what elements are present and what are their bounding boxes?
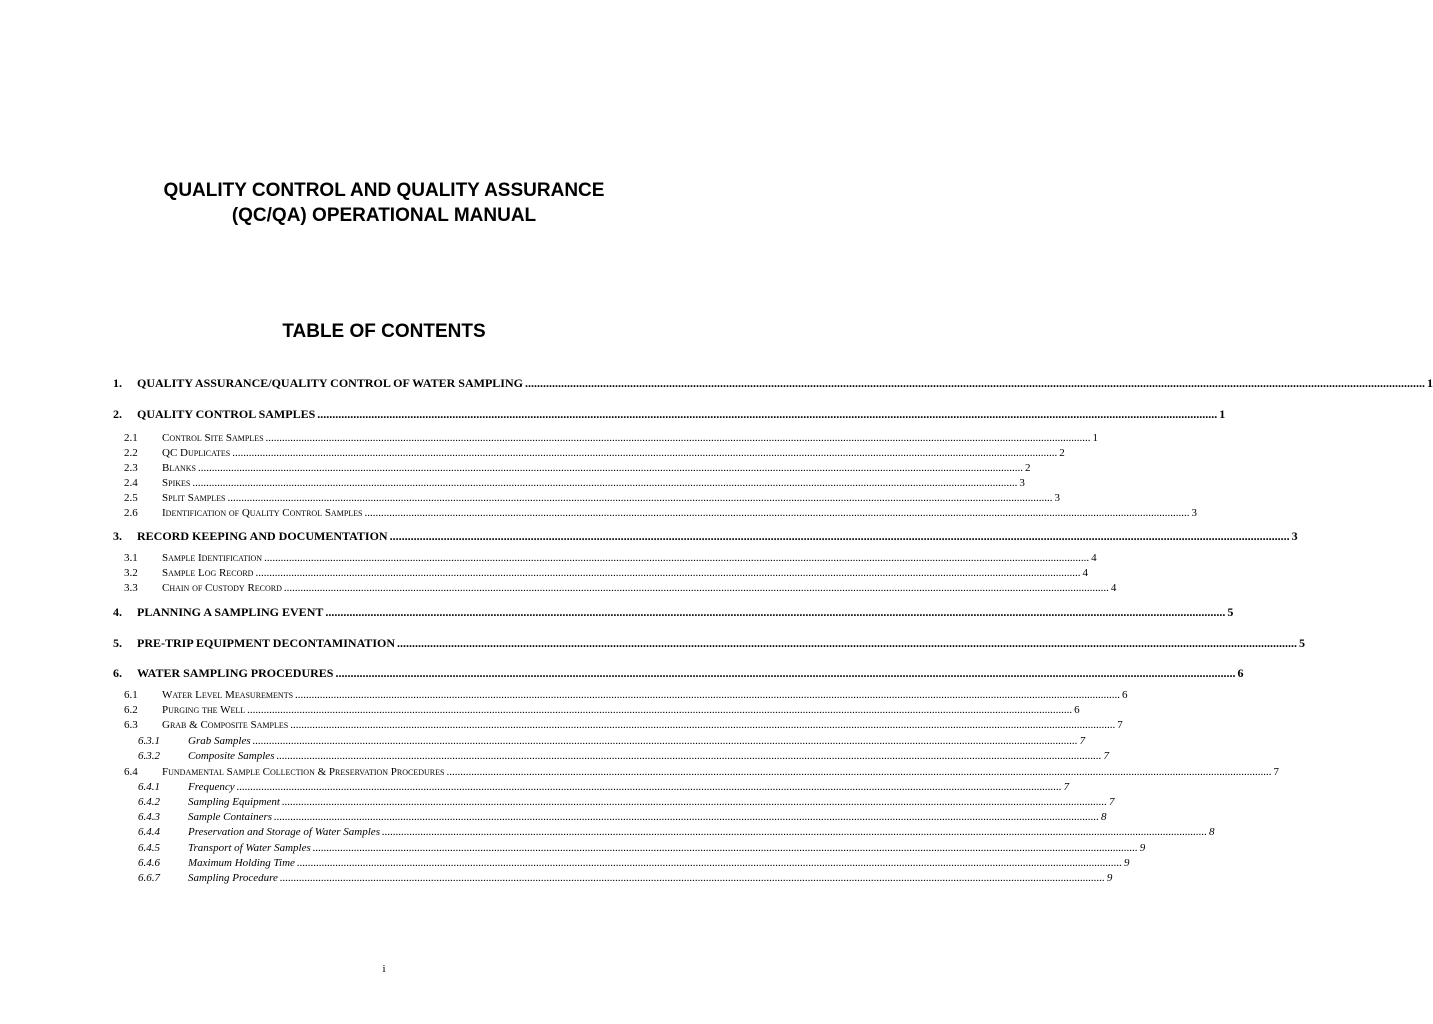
toc-entry-title: Transport of Water Samples	[188, 842, 311, 854]
toc-entry-number: 6.4.6	[138, 857, 160, 869]
toc-entry-3-2[interactable]	[124, 566, 1088, 581]
toc-entry-page: 7	[1103, 750, 1109, 762]
toc-entry-6-3-2[interactable]	[138, 749, 1109, 764]
toc-entry-title: RECORD KEEPING AND DOCUMENTATION	[137, 529, 388, 543]
toc-entry-number: 6.2	[124, 704, 138, 716]
toc-entry-title: PRE-TRIP EQUIPMENT DECONTAMINATION	[137, 636, 396, 650]
toc-entry-2-2[interactable]	[124, 446, 1065, 461]
toc-entry-page: 8	[1208, 826, 1215, 838]
toc-entry-number: 2.	[113, 407, 122, 421]
toc-entry-4[interactable]	[113, 604, 1234, 620]
toc-entry-number: 2.1	[124, 432, 138, 444]
dot-leader: ............................................................................................................................................................................................................................................................................................................	[264, 552, 1090, 564]
toc-entry-number: 6.3.2	[138, 750, 160, 762]
toc-entry-6-4-5[interactable]	[138, 841, 1146, 856]
toc-entry-2[interactable]	[113, 406, 1226, 422]
dot-leader: ............................................................................................................................................................................................................................................................................................................	[255, 567, 1081, 579]
toc-entry-number: 6.4.1	[138, 781, 160, 793]
toc-entry-number: 6.1	[124, 689, 138, 701]
toc-entry-title: Control Site Samples	[162, 432, 264, 444]
dot-leader: ............................................................................................................................................................................................................................................................................................................	[296, 857, 1122, 869]
toc-entry-title: Sampling Procedure	[188, 872, 278, 884]
toc-entry-number: 1.	[113, 376, 122, 390]
toc-entry-title: Purging the Well	[162, 704, 246, 716]
dot-leader: ............................................................................................................................................................................................................................................................................................................	[283, 582, 1109, 594]
dot-leader: ............................................................................................................................................................................................................................................................................................................	[279, 872, 1105, 884]
toc-entry-title: Fundamental Sample Collection & Preservation Procedures	[162, 766, 445, 778]
toc-entry-page: 1	[1092, 432, 1099, 444]
toc-heading: TABLE OF CONTENTS	[282, 321, 486, 342]
toc-entry-page: 9	[1123, 857, 1130, 869]
dot-leader: ............................................................................................................................................................................................................................................................................................................	[524, 376, 1425, 390]
toc-entry-page: 3	[1291, 529, 1298, 543]
toc-entry-6-4-4[interactable]	[138, 825, 1215, 840]
toc-entry-page: 2	[1025, 462, 1031, 474]
toc-entry-2-5[interactable]	[124, 491, 1060, 506]
toc-entry-6-6-7[interactable]	[138, 871, 1113, 886]
toc-entry-title: Composite Samples	[188, 750, 275, 762]
dot-leader: ............................................................................................................................................................................................................................................................................................................	[397, 636, 1298, 650]
toc-entry-page: 3	[1191, 507, 1197, 519]
dot-leader: ............................................................................................................................................................................................................................................................................................................	[364, 507, 1190, 519]
toc-entry-page: 7	[1063, 781, 1070, 793]
dot-leader: ............................................................................................................................................................................................................................................................................................................	[389, 529, 1290, 543]
toc-entry-page: 6	[1237, 666, 1244, 680]
toc-entry-page: 1	[1219, 407, 1226, 421]
toc-entry-number: 3.	[113, 529, 122, 543]
toc-entry-page: 6	[1122, 689, 1128, 701]
page-number: i	[382, 963, 386, 975]
toc-entry-number: 6.3.1	[138, 735, 160, 747]
toc-entry-page: 3	[1054, 492, 1060, 504]
toc-entry-title: Grab Samples	[188, 735, 251, 747]
toc-entry-page: 9	[1106, 872, 1113, 884]
toc-entry-title: Grab & Composite Samples	[162, 719, 289, 731]
dot-leader: ............................................................................................................................................................................................................................................................................................................	[198, 462, 1024, 474]
dot-leader: ............................................................................................................................................................................................................................................................................................................	[232, 447, 1058, 459]
toc-entry-page: 7	[1079, 735, 1086, 747]
toc-entry-title: PLANNING A SAMPLING EVENT	[137, 605, 324, 619]
toc-entry-page: 1	[1426, 376, 1433, 390]
toc-entry-number: 6.4.2	[138, 796, 160, 808]
toc-entry-6-4-2[interactable]	[138, 795, 1115, 810]
toc-entry-page: 5	[1227, 605, 1234, 619]
toc-entry-6-2[interactable]	[124, 703, 1080, 718]
toc-entry-6-4[interactable]	[124, 765, 1279, 780]
toc-entry-number: 4.	[113, 605, 122, 619]
dot-leader: ............................................................................................................................................................................................................................................................................................................	[281, 796, 1107, 808]
toc-entry-6-4-3[interactable]	[138, 810, 1107, 825]
dot-leader: ............................................................................................................................................................................................................................................................................................................	[381, 826, 1207, 838]
toc-entry-title: QUALITY ASSURANCE/QUALITY CONTROL OF WATER SAMPLING	[137, 376, 523, 390]
dot-leader: ............................................................................................................................................................................................................................................................................................................	[274, 811, 1100, 823]
toc-entry-page: 7	[1108, 796, 1115, 808]
document-title-line-1: QUALITY CONTROL AND QUALITY ASSURANCE	[163, 180, 605, 201]
toc-entry-page: 7	[1273, 766, 1279, 778]
toc-entry-page: 5	[1299, 636, 1306, 650]
toc-entry-number: 2.6	[124, 507, 138, 519]
toc-entry-2-4[interactable]	[124, 476, 1025, 491]
dot-leader: ............................................................................................................................................................................................................................................................................................................	[247, 704, 1073, 716]
toc-entry-title: QUALITY CONTROL SAMPLES	[137, 407, 316, 421]
dot-leader: ............................................................................................................................................................................................................................................................................................................	[252, 735, 1078, 747]
toc-entry-title: Blanks	[162, 462, 197, 474]
toc-entry-6-1[interactable]	[124, 688, 1128, 703]
dot-leader: ............................................................................................................................................................................................................................................................................................................	[325, 605, 1226, 619]
dot-leader: ............................................................................................................................................................................................................................................................................................................	[335, 666, 1236, 680]
toc-entry-3[interactable]	[113, 528, 1298, 544]
toc-entry-2-1[interactable]	[124, 431, 1099, 446]
dot-leader: ............................................................................................................................................................................................................................................................................................................	[317, 407, 1218, 421]
toc-entry-number: 6.	[113, 666, 122, 680]
toc-entry-number: 2.3	[124, 462, 138, 474]
dot-leader: ............................................................................................................................................................................................................................................................................................................	[446, 766, 1272, 778]
toc-entry-page: 6	[1074, 704, 1080, 716]
dot-leader: ............................................................................................................................................................................................................................................................................................................	[290, 719, 1116, 731]
toc-entry-page: 2	[1059, 447, 1065, 459]
toc-entry-6[interactable]	[113, 665, 1244, 681]
dot-leader: ............................................................................................................................................................................................................................................................................................................	[236, 781, 1062, 793]
toc-entry-6-4-6[interactable]	[138, 856, 1130, 871]
toc-entry-number: 6.3	[124, 719, 138, 731]
toc-entry-page: 7	[1117, 719, 1123, 731]
toc-entry-page: 4	[1110, 582, 1117, 594]
toc-entry-number: 6.4.5	[138, 842, 160, 854]
toc-entry-number: 6.6.7	[138, 872, 160, 884]
toc-entry-number: 3.1	[124, 552, 138, 564]
toc-entry-5[interactable]	[113, 635, 1306, 651]
dot-leader: ............................................................................................................................................................................................................................................................................................................	[227, 492, 1053, 504]
toc-entry-title: Sampling Equipment	[188, 796, 280, 808]
toc-entry-title: Sample Identification	[162, 552, 263, 564]
toc-entry-title: Sample Log Record	[162, 567, 254, 579]
toc-entry-2-6[interactable]	[124, 506, 1197, 521]
toc-entry-title: Chain of Custody Record	[162, 582, 282, 594]
toc-entry-title: Preservation and Storage of Water Samples	[188, 826, 380, 838]
toc-entry-3-3[interactable]	[124, 581, 1117, 596]
dot-leader: ............................................................................................................................................................................................................................................................................................................	[192, 477, 1018, 489]
toc-entry-1[interactable]	[113, 375, 1433, 391]
toc-entry-6-3-1[interactable]	[138, 734, 1086, 749]
toc-entry-title: Sample Containers	[188, 811, 273, 823]
toc-entry-number: 6.4	[124, 766, 138, 778]
toc-entry-title: QC Duplicates	[162, 447, 231, 459]
toc-entry-page: 8	[1101, 811, 1107, 823]
dot-leader: ............................................................................................................................................................................................................................................................................................................	[312, 842, 1138, 854]
toc-entry-number: 2.2	[124, 447, 138, 459]
toc-entry-number: 2.4	[124, 477, 138, 489]
dot-leader: ............................................................................................................................................................................................................................................................................................................	[265, 432, 1091, 444]
toc-entry-page: 4	[1091, 552, 1097, 564]
toc-entry-number: 5.	[113, 636, 122, 650]
toc-entry-page: 3	[1019, 477, 1025, 489]
toc-entry-title: Spikes	[162, 477, 191, 489]
dot-leader: ............................................................................................................................................................................................................................................................................................................	[295, 689, 1121, 701]
toc-entry-title: Identification of Quality Control Samples	[162, 507, 363, 519]
toc-entry-3-1[interactable]	[124, 551, 1097, 566]
toc-entry-2-3[interactable]	[124, 461, 1031, 476]
toc-entry-title: Maximum Holding Time	[188, 857, 295, 869]
toc-entry-number: 2.5	[124, 492, 138, 504]
toc-entry-number: 6.4.4	[138, 826, 160, 838]
toc-entry-page: 9	[1139, 842, 1146, 854]
toc-entry-number: 3.2	[124, 567, 138, 579]
toc-entry-number: 3.3	[124, 582, 138, 594]
toc-entry-title: Water Level Measurements	[162, 689, 294, 701]
toc-entry-number: 6.4.3	[138, 811, 160, 823]
toc-entry-page: 4	[1082, 567, 1088, 579]
document-title-line-2: (QC/QA) OPERATIONAL MANUAL	[231, 205, 537, 226]
toc-entry-title: WATER SAMPLING PROCEDURES	[137, 666, 334, 680]
dot-leader: ............................................................................................................................................................................................................................................................................................................	[276, 750, 1102, 762]
toc-entry-6-4-1[interactable]	[138, 780, 1070, 795]
toc-entry-6-3[interactable]	[124, 718, 1123, 733]
toc-entry-title: Frequency	[188, 781, 235, 793]
toc-entry-title: Split Samples	[162, 492, 226, 504]
